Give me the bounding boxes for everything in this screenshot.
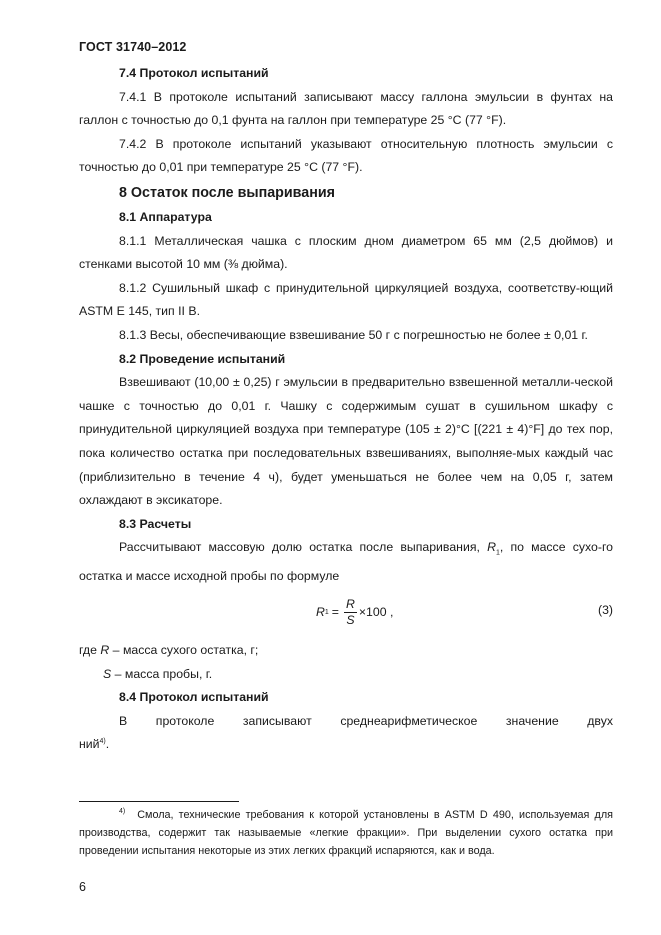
section-8-2-title: 8.2 Проведение испытаний [119,351,286,366]
where-line-2 [79,663,613,687]
footnote [79,806,613,861]
formula-equals: = [331,605,339,620]
formula-lhs: R [316,605,325,620]
footnote-divider [79,801,239,802]
section-8-4-title: 8.4 Протокол испытаний [119,690,269,705]
text-run: Рассчитывают массовую долю остатка после выпаривания, [119,540,488,555]
paragraph-8-4-line-1: В протоколе записывают среднеарифметическое значение двух [119,713,613,728]
paragraph-8-1-3: 8.1.3 Весы, обеспечивающие взвешивание 50 г с погрешностью не более ± 0,01 г. [119,327,588,342]
formula-lhs-subscript: 1 [324,609,329,617]
section-7-4-title: 7.4 Протокол испытаний [119,66,269,80]
where-text-1: – масса сухого остатка, г; [109,642,259,657]
variable-r: R [487,540,496,555]
paragraph-8-1-2: 8.1.2 Сушильный шкаф с принудительной циркуляцией воздуха, соответству-ющий ASTM E 145, тип II B. [79,280,613,319]
variable-subscript: 1 [495,549,500,557]
text-run: ний [79,737,100,752]
document-header: ГОСТ 31740–2012 [79,40,187,54]
footnote-mark: 4) [119,808,126,816]
formula [316,593,393,633]
footnote-text: Смола, технические требования к которой установлены в ASTM D 490, используемая для производства, содержит так называемые «легкие фракции». При выделении сухого остатка при проведении испытания некоторые из этих легких фракций испаряются, как и вода. [79,809,613,858]
page-content [79,62,613,757]
paragraph-7-4-1: 7.4.1 В протоколе испытаний записывают массу галлона эмульсии в фунтах на галлон с точностью до 0,1 фунта на галлон при температуре 25 °С (77 °F). [79,89,613,128]
paragraph-7-4-2: 7.4.2 В протоколе испытаний указывают относительную плотность эмульсии с точностью до 0,01 при температуре 25 °С (77 °F). [79,136,613,175]
page-number: 6 [79,880,86,894]
where-variable-s: S [103,666,112,681]
paragraph-8-1-1: 8.1.1 Металлическая чашка с плоским дном диаметром 65 мм (2,5 дюймов) и стенками высотой 10 мм (⅜ дюйма). [79,233,613,272]
formula-row [79,589,613,639]
paragraph-8-2: Взвешивают (10,00 ± 0,25) г эмульсии в предварительно взвешенной металли-ческой чашке с точностью до 0,01 г. Чашку с содержимым сушат в сушильном шкафу с принудительной циркуляцией воздуха при температуре (105 ± 2)°С [(221 ± 4)°F] до тех пор, пока количество остатка при последовательных взвешиваниях, выполняе-мых каждый час (приблизительно в течение 4 ч), будет уменьшаться не более чем на 0,05 г, затем охлаждают в эксикаторе. [79,375,613,508]
section-8-title: 8 Остаток после выпаривания [119,184,335,201]
where-text-2: – масса пробы, г. [111,666,213,681]
section-8-3-title: 8.3 Расчеты [119,516,192,531]
where-variable-r: R [100,642,110,657]
text-run: , по массе сухо-го остатка и массе исходной пробы по формуле [79,540,614,584]
where-line-1 [79,639,613,663]
formula-numerator: R [345,597,355,612]
formula-tail: ×100 , [358,605,394,620]
paragraph-8-4-line-2 [79,733,613,757]
formula-number: (3) [597,602,613,617]
text-run: . [105,737,110,752]
formula-denominator: S [346,613,355,628]
paragraph-8-3 [79,536,613,589]
formula-fraction [344,597,357,628]
footnote-reference[interactable]: 4) [99,738,106,746]
where-prefix: где [79,642,101,657]
section-8-1-title: 8.1 Аппаратура [119,209,212,224]
